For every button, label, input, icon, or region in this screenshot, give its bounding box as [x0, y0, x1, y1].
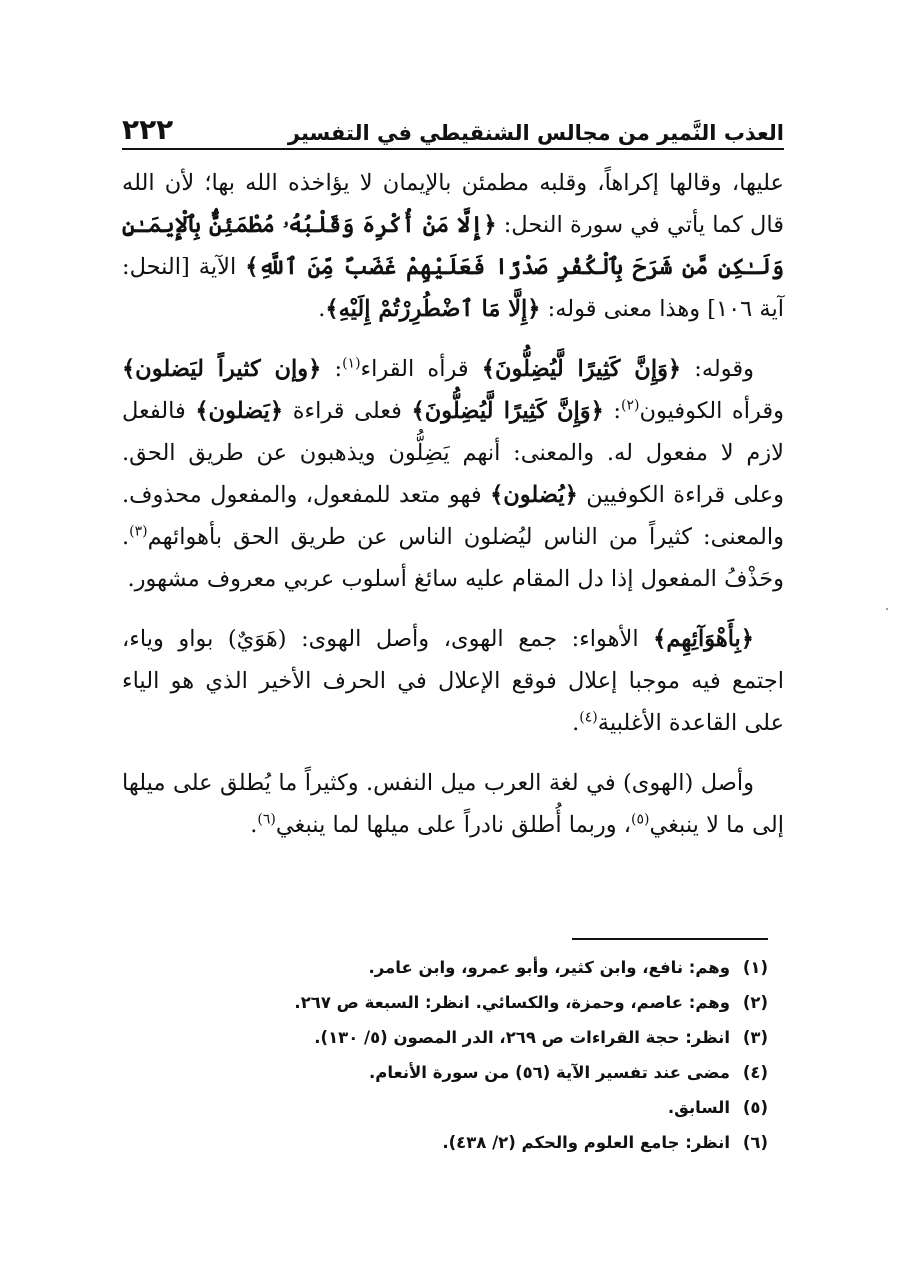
footnote-text: مضى عند تفسير الآية (٥٦) من سورة الأنعام. — [368, 1063, 730, 1082]
footnote-text: انظر: حجة القراءات ص ٢٦٩، الدر المصون (٥/ ١٣٠). — [314, 1028, 730, 1047]
text-run: فعلى قراءة — [283, 398, 412, 424]
footnote-number: (٣) — [742, 1028, 768, 1047]
text-run: فالفعل لازم لا مفعول له. والمعنى: أنهم يَضِلُّون ويذهبون عن طريق الحق. وعلى قراءة الكوفيين — [122, 398, 784, 508]
footnote-ref-3: (٣) — [129, 523, 148, 540]
quran-verse: ﴿يَضلون﴾ — [195, 398, 284, 424]
running-title: العذب النَّمير من مجالس الشنقيطي في التفسير — [287, 121, 784, 145]
page-number: ٢٢٢ — [122, 113, 174, 146]
page — [122, 100, 784, 864]
footnote-number: (٢) — [742, 993, 768, 1012]
footnote-item — [122, 1055, 768, 1090]
footnotes — [122, 950, 768, 1160]
footnote-item — [122, 950, 768, 985]
footnote-separator — [572, 938, 768, 940]
text-run: الأهواء: جمع الهوى، وأصل الهوى: (هَوَيٌ) بواو وياء، اجتمع فيه موجبا إعلال فوقع الإعلال في الحرف الأخير الذي هو الياء على القاعدة الأغلبية — [122, 626, 784, 736]
footnote-item — [122, 1090, 768, 1125]
text-run: . — [572, 710, 580, 736]
footnote-text: وهم: عاصم، وحمزة، والكسائي. انظر: السبعة ص ٢٦٧. — [294, 993, 730, 1012]
footnote-item — [122, 1020, 768, 1055]
text-run: وأصل (الهوى) في لغة العرب ميل النفس. وكثيراً ما يُطلق على ميلها إلى ما لا ينبغي — [122, 770, 784, 838]
text-run: فهو متعد للمفعول، والمفعول محذوف. والمعنى: كثيراً من الناس ليُضلون الناس عن طريق الحق بأهوائهم — [122, 482, 784, 550]
paragraph-1 — [122, 162, 784, 330]
quran-verse: ﴿وَإِنَّ كَثِيرًا لَّيُضِلُّونَ﴾ — [411, 398, 604, 424]
footnote-ref-1: (١) — [342, 355, 361, 372]
footnote-text: السابق. — [667, 1098, 730, 1117]
paragraph-3 — [122, 618, 784, 744]
footnote-text: انظر: جامع العلوم والحكم (٢/ ٤٣٨). — [442, 1133, 730, 1152]
quran-verse: ﴿وَإِنَّ كَثِيرًا لَّيُضِلُّونَ﴾ — [481, 356, 682, 382]
footnote-ref-4: (٤) — [579, 709, 598, 726]
quran-verse: ﴿بِأَهْوَآئِهِم﴾ — [653, 626, 754, 652]
paragraph-4 — [122, 762, 784, 846]
text-run: . — [250, 812, 258, 838]
footnote-number: (٥) — [742, 1098, 768, 1117]
footnote-text: وهم: نافع، وابن كثير، وأبو عمرو، وابن عامر. — [368, 958, 730, 977]
footnote-number: (٤) — [742, 1063, 768, 1082]
text-run: . وحَذْفُ المفعول إذا دل المقام عليه سائغ أسلوب عربي معروف مشهور. — [122, 524, 784, 592]
footnote-item — [122, 985, 768, 1020]
page-header — [122, 100, 784, 150]
text-run: . — [318, 296, 326, 322]
paragraph-2 — [122, 348, 784, 600]
body-text — [122, 162, 784, 846]
text-run: : — [321, 356, 343, 382]
footnote-item — [122, 1125, 768, 1160]
quran-verse: ﴿يُضلون﴾ — [490, 482, 578, 508]
text-run: ، وربما أُطلق نادراً على ميلها لما ينبغي — [275, 812, 632, 838]
footnote-ref-2: (٢) — [621, 397, 640, 414]
quran-verse: ﴿إِلَّا مَنْ أُكْرِهَ وَقَلْبُهُۥ مُطْمَئِنٌّۢ بِٱلْإِيمَـٰنِ وَلَـٰكِن مَّن شَرَحَ بِٱلْكُفْرِ صَدْرًا فَعَلَيْهِمْ غَضَبٌ مِّنَ ٱللَّهِ﴾ — [122, 212, 785, 280]
footnote-ref-6: (٦) — [257, 811, 276, 828]
text-run: : — [603, 398, 622, 424]
text-run: وقرأه الكوفيون — [639, 398, 785, 424]
quran-verse: ﴿إِلَّا مَا ٱضْطُرِرْتُمْ إِلَيْهِ﴾ — [325, 296, 541, 322]
text-run: قرأه القراء — [360, 356, 482, 382]
margin-speck — [886, 608, 888, 610]
quran-verse: ﴿وإن كثيراً ليَضلون﴾ — [122, 356, 322, 382]
text-run: وقوله: — [681, 356, 755, 382]
footnote-number: (١) — [742, 958, 768, 977]
footnote-number: (٦) — [742, 1133, 768, 1152]
text-run: الآية [النحل: آية ١٠٦] وهذا معنى قوله: — [122, 254, 784, 322]
text-run: عليها، وقالها إكراهاً، وقلبه مطمئن بالإيمان لا يؤاخذه الله بها؛ لأن الله قال كما يأتي في سورة النحل: — [122, 170, 784, 238]
footnote-ref-5: (٥) — [631, 811, 650, 828]
